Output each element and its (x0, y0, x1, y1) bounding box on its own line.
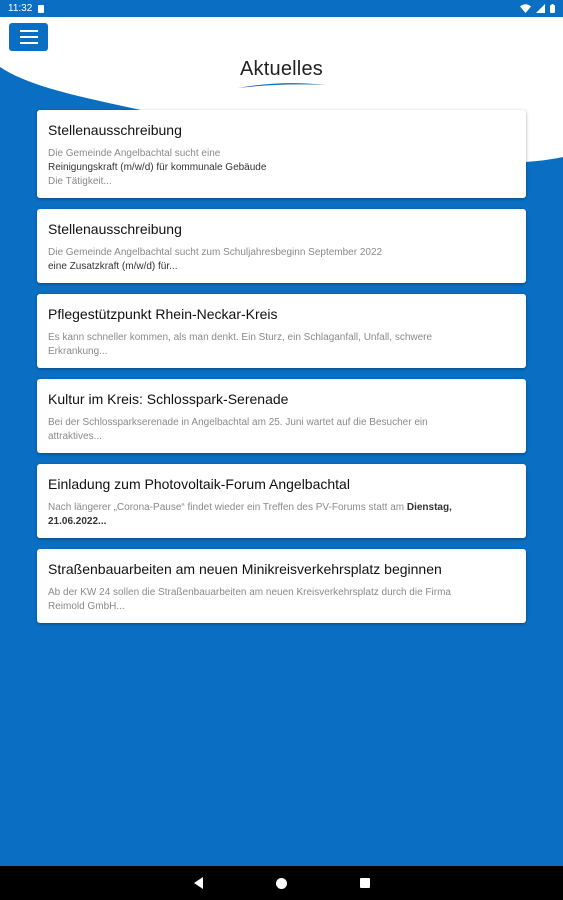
news-excerpt-line: Die Gemeinde Angelbachtal sucht eine (48, 148, 221, 159)
news-title: Pflegestützpunkt Rhein-Neckar-Kreis (48, 306, 278, 322)
status-right (520, 4, 555, 13)
news-card[interactable] (37, 294, 526, 368)
news-card[interactable] (37, 379, 526, 453)
menu-button[interactable] (9, 23, 48, 51)
news-card[interactable] (37, 110, 526, 198)
news-excerpt-line: Reinigungskraft (m/w/d) für kommunale Gebäude (48, 162, 267, 173)
page-title: Aktuelles (240, 58, 323, 80)
news-title: Kultur im Kreis: Schlosspark-Serenade (48, 391, 289, 407)
status-left (8, 3, 44, 14)
news-excerpt-bold: Dienstag, (406, 502, 452, 513)
news-excerpt-line: Ab der KW 24 sollen die Straßenbauarbeiten am neuen Kreisverkehrsplatz durch die Firma (48, 587, 451, 598)
news-excerpt-line: 21.06.2022... (48, 516, 107, 527)
signal-icon (536, 4, 545, 13)
news-excerpt-line: attraktives... (48, 431, 102, 442)
hamburger-menu-icon-line (20, 36, 38, 38)
news-excerpt (48, 331, 515, 359)
news-excerpt (48, 416, 515, 444)
title-underline-swoosh (236, 81, 328, 89)
recent-apps-icon[interactable] (360, 878, 370, 888)
news-excerpt-line: eine Zusatzkraft (m/w/d) für... (48, 261, 178, 272)
news-title: Straßenbauarbeiten am neuen Minikreisverkehrsplatz beginnen (48, 561, 442, 577)
news-excerpt (48, 501, 515, 529)
news-excerpt (48, 246, 515, 274)
status-time: 11:32 (8, 3, 33, 14)
news-excerpt-line (48, 501, 515, 515)
sim-card-icon (38, 5, 44, 13)
news-excerpt-line: Reimold GmbH... (48, 601, 125, 612)
news-excerpt-line: Bei der Schlossparkserenade in Angelbachtal am 25. Juni wartet auf die Besucher ein (48, 417, 428, 428)
news-title: Einladung zum Photovoltaik-Forum Angelbachtal (48, 476, 350, 492)
news-excerpt-line: Erkrankung... (48, 346, 108, 357)
news-card[interactable] (37, 549, 526, 623)
news-title: Stellenausschreibung (48, 122, 182, 138)
news-excerpt-line: Die Gemeinde Angelbachtal sucht zum Schuljahresbeginn September 2022 (48, 247, 383, 258)
news-excerpt (48, 586, 515, 614)
news-card[interactable] (37, 209, 526, 283)
status-bar (0, 0, 563, 17)
hamburger-menu-icon-line (20, 42, 38, 44)
news-list (37, 110, 526, 634)
news-card[interactable] (37, 464, 526, 538)
system-navigation-bar (0, 866, 563, 900)
hamburger-menu-icon (20, 30, 38, 32)
news-excerpt-line: Es kann schneller kommen, als man denkt. Ein Sturz, ein Schlaganfall, Unfall, schwere (48, 332, 433, 343)
news-excerpt-line: Die Tätigkeit... (48, 176, 112, 187)
news-excerpt (48, 147, 515, 189)
battery-icon (550, 4, 555, 13)
back-icon[interactable] (194, 877, 203, 889)
wifi-icon (520, 4, 531, 13)
news-excerpt-text: Nach längerer „Corona-Pause“ findet wieder ein Treffen des PV-Forums statt am (48, 502, 405, 513)
news-title: Stellenausschreibung (48, 221, 182, 237)
home-icon[interactable] (276, 878, 287, 889)
